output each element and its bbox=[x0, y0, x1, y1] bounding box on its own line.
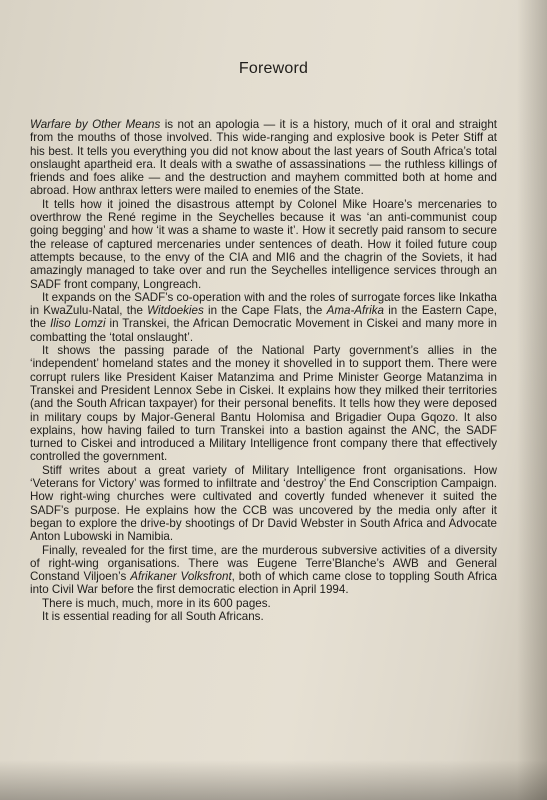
body-paragraph bbox=[30, 610, 497, 623]
text-run: There is much, much, more in its 600 pages. bbox=[42, 596, 271, 610]
page-shadow bbox=[0, 760, 547, 800]
italic-text: Iliso Lomzi bbox=[50, 317, 106, 331]
text-run: It expands on the SADF’s co-operation with and the roles of surrogate forces like Inkatha in KwaZulu-Natal, the bbox=[30, 290, 497, 318]
text-run: It tells how it joined the disastrous attempt by Colonel Mike Hoare’s mercenaries to overthrow the René regime in the Seychelles because it was ‘an anti-communist coup going begging’ and how ‘it was a shame to waste it’. How it secretly paid ransom to secure the release of captured mercenaries under sentences of death. How it foiled future coup attempts because, to the envy of the CIA and MI6 and the chagrin of the Soviets, it had amazingly managed to take over and run the Seychelles intelligence services through an SADF front company, Longreach. bbox=[30, 197, 497, 291]
body-paragraph bbox=[30, 118, 497, 198]
body-paragraph bbox=[30, 291, 497, 344]
text-run: It shows the passing parade of the National Party government’s allies in the ‘independent’ homeland states and the money it shovelled in to support them. There were corrupt rulers like President Kaiser Matanzima and Prime Minister George Matanzima in Transkei and President Lennox Sebe in Ciskei. It explains how they milked their territories (and the South African taxpayer) for their personal benefits. It tells how they were deposed in military coups by Major-General Bantu Holomisa and Brigadier Oupa Gqozo. It also explains, how having failed to turn Transkei into a bastion against the ANC, the SADF turned to Ciskei and introduced a Military Intelligence front company there that effectively controlled the government. bbox=[30, 344, 497, 464]
text-run: in the Cape Flats, the bbox=[203, 304, 327, 318]
text-run: Stiff writes about a great variety of Military Intelligence front organisations. How ‘Veterans for Victory’ was formed to infiltrate and ‘destroy’ the End Conscription Campaign. How right-wing churches were cultivated and covertly funded whenever it suited the SADF’s purpose. He explains how the CCB was uncovered by the media only after it began to explore the drive-by shootings of Dr David Webster in South Africa and Advocate Anton Lubowski in Namibia. bbox=[30, 463, 497, 544]
text-run: is not an apologia — it is a history, much of it oral and straight from the mouths of those involved. This wide-ranging and explosive book is Peter Stiff at his best. It tells you everything you did not know about the last years of South Africa’s total onslaught apartheid era. It deals with a swathe of assassinations — the ruthless killings of friends and foes alike — and the destruction and mayhem committed both at home and abroad. How anthrax letters were mailed to enemies of the State. bbox=[30, 118, 497, 198]
text-run: in Transkei, the African Democratic Movement in Ciskei and many more in combatting the ‘total onslaught’. bbox=[30, 317, 498, 344]
text-run: It is essential reading for all South Africans. bbox=[42, 609, 264, 623]
body-paragraph bbox=[30, 198, 497, 291]
text-run: in the Eastern Cape, the bbox=[30, 304, 497, 331]
italic-text: Afrikaner Volksfront bbox=[130, 570, 232, 584]
text-run: , both of which came close to toppling South Africa into Civil War before the first democratic election in April 1994. bbox=[30, 570, 498, 597]
text-run: Finally, revealed for the first time, are the murderous subversive activities of a diversity of right-wing organisations. There was Eugene Terre’Blanche’s AWB and General Constand Viljoen’s bbox=[30, 543, 497, 584]
italic-text: Witdoekies bbox=[147, 304, 204, 318]
italic-text: Warfare by Other Means bbox=[30, 118, 161, 131]
body-paragraph bbox=[30, 544, 497, 597]
body-paragraph bbox=[30, 597, 497, 610]
italic-text: Ama-Afrika bbox=[326, 304, 384, 318]
foreword-body bbox=[30, 118, 497, 623]
body-paragraph bbox=[30, 464, 497, 544]
page-title: Foreword bbox=[238, 60, 309, 77]
body-paragraph bbox=[30, 344, 497, 464]
